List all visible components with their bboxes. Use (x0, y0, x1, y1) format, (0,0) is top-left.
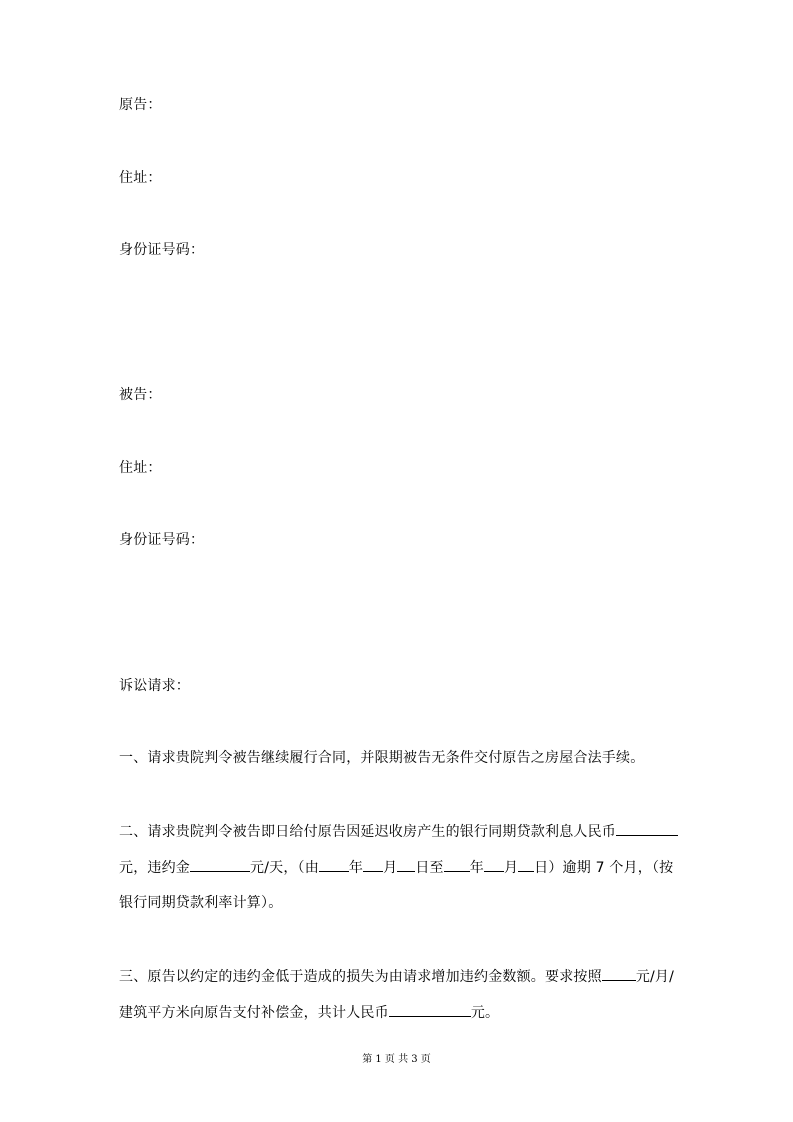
fill-blank[interactable] (319, 857, 349, 872)
claim-item-2-text: 二、请求贵院判令被告即日给付原告因延迟收房产生的银行同期贷款利息人民币 (119, 824, 616, 840)
claim-item-2-line-2 (119, 857, 677, 878)
fill-blank[interactable] (616, 821, 678, 836)
claim-item-3-line-1 (119, 966, 677, 987)
plaintiff-address-label: 住址： (119, 170, 162, 186)
fill-blank[interactable] (602, 966, 636, 981)
plaintiff-label: 原告： (119, 97, 162, 113)
fill-blank[interactable] (444, 857, 470, 872)
claim-text: 日）逾期 7 个月，（按 (534, 860, 674, 876)
claim-text: 月 (503, 860, 519, 876)
claim-text: 元。 (470, 1005, 500, 1021)
plaintiff-id-label: 身份证号码： (119, 242, 205, 258)
fill-blank[interactable] (363, 857, 383, 872)
claim-text: 建筑平方米向原告支付补偿金，共计人民币 (119, 1005, 389, 1021)
claim-text: 三、原告以约定的违约金低于造成的损失为由请求增加违约金数额。要求按照 (119, 969, 602, 985)
fill-blank[interactable] (484, 857, 504, 872)
claim-text: 月 (383, 860, 398, 876)
defendant-label: 被告： (119, 387, 162, 403)
claim-item-2-line-1 (119, 821, 677, 842)
defendant-id-label: 身份证号码： (119, 532, 205, 548)
claim-item-3-line-2 (119, 1002, 677, 1023)
fill-blank[interactable] (190, 857, 250, 872)
claims-heading: 诉讼请求： (119, 678, 190, 694)
claim-text: 元/月/ (635, 969, 675, 985)
claim-item-1: 一、请求贵院判令被告继续履行合同，并限期被告无条件交付原告之房屋合法手续。 (119, 750, 645, 766)
claim-text: 元/天，（由 (250, 860, 319, 876)
fill-blank[interactable] (518, 857, 534, 872)
defendant-address-label: 住址： (119, 460, 162, 476)
claim-item-2-line-3: 银行同期贷款利率计算）。 (119, 895, 283, 911)
claim-text: 日至 (415, 860, 444, 876)
fill-blank[interactable] (397, 857, 415, 872)
claim-text: 年 (348, 860, 364, 876)
claim-text: 元，违约金 (119, 860, 190, 876)
claim-text: 年 (469, 860, 484, 876)
fill-blank[interactable] (389, 1002, 471, 1017)
page-footer: 第 1 页 共 3 页 (362, 1054, 431, 1065)
